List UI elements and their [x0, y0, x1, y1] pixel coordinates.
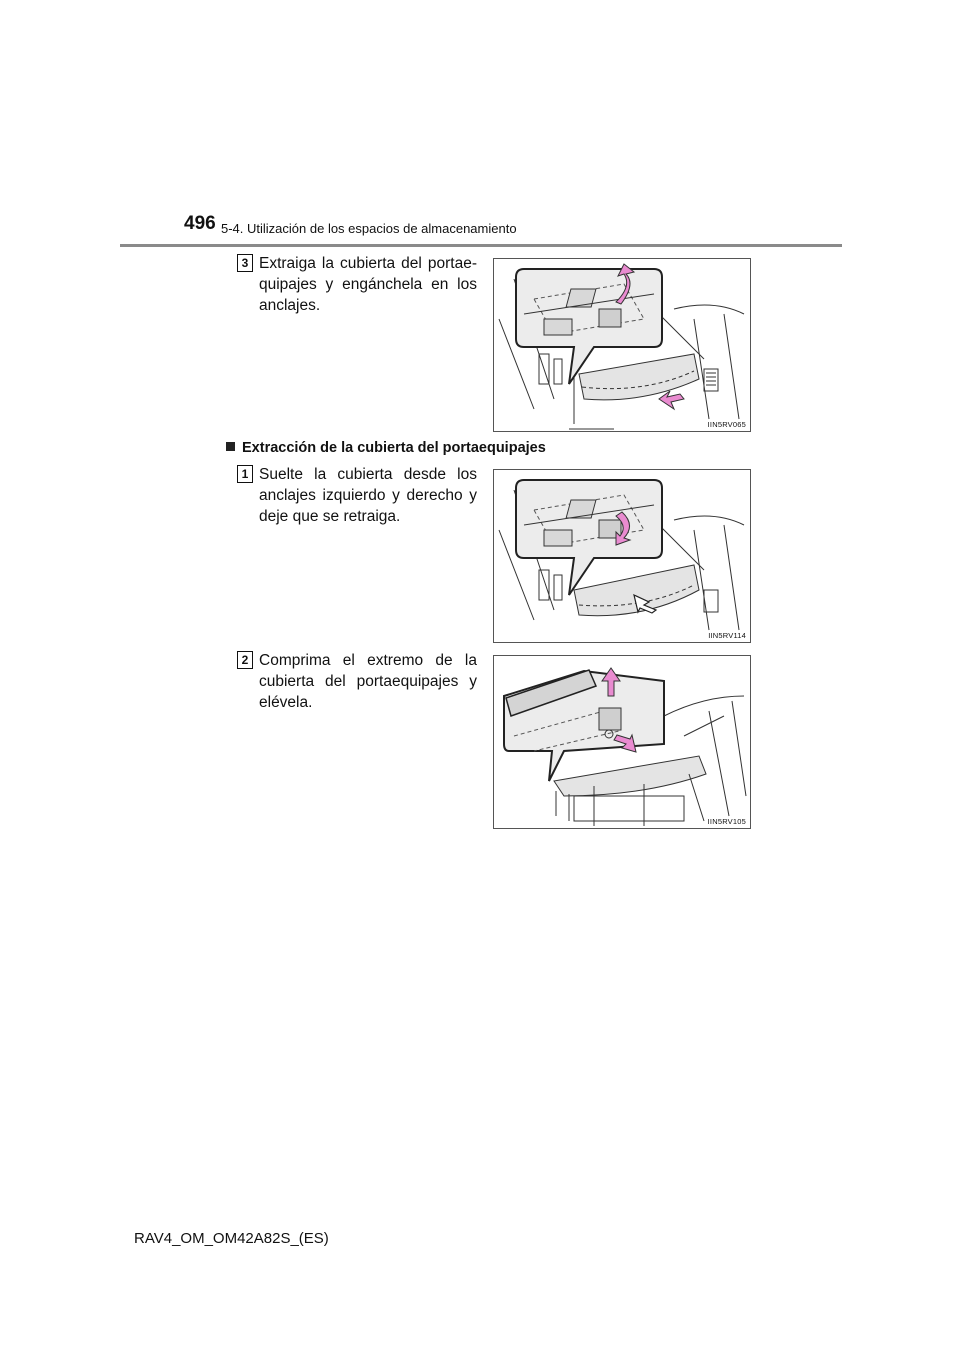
document-code: RAV4_OM_OM42A82S_(ES): [134, 1230, 329, 1247]
subsection-heading-text: Extracción de la cubierta del portaequipajes: [242, 440, 546, 456]
illustration-cover-release: [493, 469, 751, 643]
figure-code: IIN5RV114: [708, 631, 746, 640]
step-number-badge: 1: [237, 465, 253, 483]
step-number-badge: 3: [237, 254, 253, 272]
section-title: 5-4. Utilización de los espacios de almacenamiento: [221, 221, 517, 236]
page-number: 496: [184, 213, 216, 234]
step-text: Extraiga la cubierta del portae-quipajes y engánchela en los anclajes.: [259, 255, 477, 314]
figure-code: IIN5RV105: [707, 817, 746, 826]
figure-code: IIN5RV065: [707, 420, 746, 429]
step-text: Suelte la cubierta desde los anclajes izquierdo y derecho y deje que se retraiga.: [259, 466, 477, 525]
step-number-badge: 2: [237, 651, 253, 669]
step-text: Comprima el extremo de la cubierta del portaequipajes y elévela.: [259, 652, 477, 711]
square-bullet-icon: [226, 442, 235, 451]
header-divider: [120, 244, 842, 247]
illustration-cover-hook: [493, 258, 751, 432]
subsection-heading: [226, 440, 546, 456]
illustration-cover-lift: [493, 655, 751, 829]
